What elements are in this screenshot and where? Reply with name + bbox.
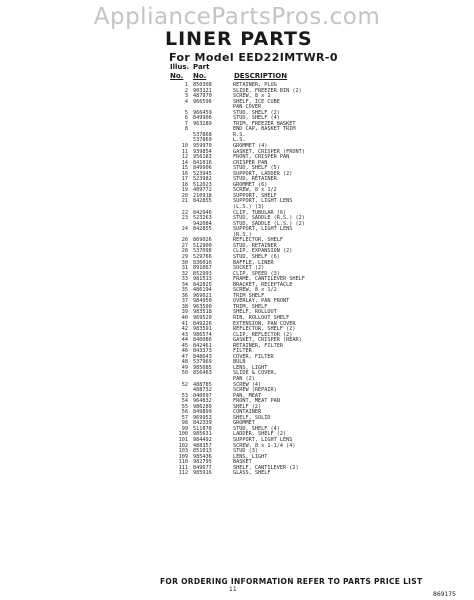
part-number: 982795 (193, 459, 212, 466)
illus-number: 41 (181, 320, 188, 327)
illus-number: 49 (181, 364, 188, 371)
part-description: EXTENSION, PAN COVER (233, 320, 296, 327)
part-number: 983518 (193, 309, 212, 316)
part-description: CRISPER PAN (233, 159, 268, 166)
part-number: 856463 (193, 370, 212, 377)
illus-number: 11 (181, 148, 188, 155)
part-description: (L.S.) (3) (233, 204, 265, 211)
illus-number: 1 (184, 82, 188, 88)
part-number: 969520 (193, 314, 212, 321)
part-description: STUD, RETAINER (233, 242, 277, 249)
page-title: LINER PARTS (165, 28, 313, 50)
part-description: GROMMET (233, 420, 255, 427)
part-description: GLASS, SHELF (233, 470, 271, 477)
part-description: TRIM, SHELF (233, 303, 268, 310)
part-description: RIB, ROLLOUT SHELF (233, 314, 290, 321)
part-description: CLIP, REFLECTOR (2) (233, 331, 293, 338)
part-number: 986289 (193, 403, 212, 410)
part-number: 969953 (193, 414, 212, 421)
part-description: STUD, SHELF (4) (233, 425, 280, 432)
illus-number: 2 (184, 87, 188, 94)
part-description: GROMMET (4) (233, 143, 268, 150)
part-description: STUD, RETAINER (233, 176, 277, 183)
part-description: SHELF, ICE CUBE (233, 98, 280, 105)
illus-number: 6 (184, 115, 188, 122)
illus-number: 4 (184, 98, 188, 105)
part-number: 985916 (193, 470, 212, 477)
part-number: 903121 (193, 87, 212, 94)
illus-number: 40 (181, 314, 188, 321)
part-description: FILTER (233, 348, 252, 355)
illus-number: 102 (178, 442, 188, 449)
part-number: 848643 (193, 353, 212, 360)
illus-number: 28 (181, 248, 188, 255)
part-description: FRONT, MEAT PAN (233, 398, 280, 405)
part-number: 512023 (193, 181, 212, 188)
part-description: FRAME, CANTILEVER SHELF (233, 276, 305, 283)
part-number: 849906 (193, 165, 212, 172)
illus-number: 32 (181, 270, 188, 277)
watermark: AppliancePartsPros.com (93, 4, 381, 30)
illus-number: 53 (181, 392, 188, 399)
illus-number: 17 (181, 176, 188, 183)
column-header-illus: Illus. (170, 63, 190, 71)
part-description: CONTAINER (233, 409, 262, 416)
illus-number: 46 (181, 348, 188, 355)
part-description: CLIP, SPEED (3) (233, 270, 280, 277)
part-description: LENS, LIGHT (233, 453, 268, 460)
illus-number: 16 (181, 170, 188, 177)
column-header-illus-no: No. (170, 72, 184, 80)
part-number: 963590 (193, 303, 212, 310)
part-description: FRONT, CRISPER PAN (233, 154, 290, 161)
illus-number: 38 (181, 303, 188, 310)
part-number: 512900 (193, 242, 212, 249)
illus-number: 7 (184, 120, 188, 127)
part-description: BULB (233, 359, 246, 366)
part-description: PAN COVER (233, 104, 262, 111)
illus-number: 37 (181, 298, 188, 305)
part-description: SLIDE & COVER, (233, 370, 277, 377)
part-number: 488357 (193, 442, 212, 449)
illus-number: 5 (184, 109, 188, 116)
part-description: SHELF (2) (233, 403, 262, 410)
part-number: 849899 (193, 409, 212, 416)
part-description: STUD, SADDLE (L.S.) (2) (233, 220, 305, 227)
part-description: TRIM, FREEZER BASKET (233, 120, 296, 127)
part-description: COVER, FILTER (233, 353, 274, 360)
illus-number: 42 (181, 326, 188, 333)
part-description: SCREW, 8 x 1/2 (233, 187, 277, 194)
part-number: 842855 (193, 226, 212, 233)
illus-number: 101 (178, 437, 188, 443)
part-description: SHELF, CANTILEVER (2) (233, 464, 299, 471)
illus-number: 8 (184, 126, 188, 133)
part-number: 840086 (193, 337, 212, 344)
illus-number: 26 (181, 237, 188, 244)
part-number: 963289 (193, 120, 212, 127)
illus-number: 52 (181, 381, 188, 388)
illus-number: 48 (181, 359, 188, 366)
illus-number: 22 (181, 209, 188, 216)
page-number: 11 (229, 586, 237, 593)
part-number: 537868 (193, 131, 212, 138)
illus-number: 27 (181, 242, 188, 249)
part-description: SCREW, 8 x 1-1/4 (4) (233, 442, 296, 449)
part-number: 488785 (193, 381, 212, 388)
part-description: REFLECTOR, SHELF (2) (233, 326, 296, 333)
part-number: 849906 (193, 115, 212, 122)
part-description: SUPPORT, LIGHT LENS (233, 198, 293, 205)
part-description: LADDER, SHELF (2) (233, 431, 287, 438)
illus-number: 111 (178, 464, 188, 471)
part-description: (R.S.) (233, 231, 252, 238)
part-number: 529766 (193, 253, 212, 260)
illus-number: 99 (181, 425, 188, 432)
illus-number: 47 (181, 353, 188, 360)
part-number: 966459 (193, 109, 212, 116)
illus-number: 110 (178, 459, 188, 466)
part-number: 942084 (193, 220, 212, 227)
part-description: BAFFLE, LINER (233, 259, 274, 266)
part-number: 964832 (193, 398, 212, 405)
part-number: 986574 (193, 331, 212, 338)
part-number: 840097 (193, 392, 212, 399)
part-description: STUD, SHELF (5) (233, 165, 280, 172)
part-description: SCREW, 8 x 1 (233, 93, 271, 100)
part-number: 486194 (193, 287, 212, 294)
part-number: 842339 (193, 420, 212, 427)
parts-list (166, 83, 406, 477)
part-description: BRACKET, RECEPTACLE (233, 281, 293, 288)
part-description: STUD (3) (233, 448, 258, 455)
part-number: 985685 (193, 364, 212, 371)
part-number: 842855 (193, 198, 212, 205)
illus-number: 24 (181, 226, 188, 233)
illus-number: 19 (181, 187, 188, 194)
part-number: 841016 (193, 159, 212, 166)
illus-number: 55 (181, 403, 188, 410)
document-number: 869175 (433, 591, 456, 598)
illus-number: 14 (181, 159, 188, 166)
part-number: 511878 (193, 425, 212, 432)
part-number: 852993 (193, 270, 212, 277)
part-description: SUPPORT, SHELF (233, 192, 277, 199)
column-header-part: Part (193, 63, 210, 71)
ordering-note: FOR ORDERING INFORMATION REFER TO PARTS PRICE LIST (160, 577, 423, 586)
part-description: STUD, SHELF (2) (233, 109, 280, 116)
part-description: SHELF, ROLLOUT (233, 309, 277, 316)
part-description: SCREW, 8 x 1/2 (233, 287, 277, 294)
part-number: 842461 (193, 342, 212, 349)
illus-number: 18 (181, 181, 188, 188)
part-number: 849226 (193, 320, 212, 327)
illus-number: 100 (178, 431, 188, 438)
part-description: GASKET, CRISPER (REAR) (233, 337, 302, 344)
part-description: L.S. (233, 137, 246, 144)
part-description: CLIP, TUBULAR (6) (233, 209, 287, 216)
illus-number: 33 (181, 276, 188, 283)
illus-number: 50 (181, 370, 188, 377)
part-description: GASKET, CRISPER (FRONT) (233, 148, 305, 155)
illus-number: 112 (178, 470, 188, 477)
part-description: SLIDE, FREEZER BIN (2) (233, 87, 302, 94)
part-description: STUD, SHELF (4) (233, 115, 280, 122)
part-number: 849677 (193, 464, 212, 471)
part-description: SHELF, SOLID (233, 414, 271, 421)
illus-number: 20 (181, 192, 188, 199)
part-description: SUPPORT, LIGHT LENS (233, 226, 293, 233)
part-number: 489772 (193, 187, 212, 194)
part-description: SUPPORT, LADDER (2) (233, 170, 293, 177)
part-description: LENS, LIGHT (233, 364, 268, 371)
part-number: 851013 (193, 448, 212, 455)
illus-number: 54 (181, 398, 188, 405)
part-number: 523945 (193, 170, 212, 177)
part-number: 537969 (193, 359, 212, 366)
part-number: 488732 (193, 387, 212, 394)
illus-number: 30 (181, 259, 188, 266)
part-number: 956183 (193, 154, 212, 161)
illus-number: 35 (181, 287, 188, 294)
part-number: 969021 (193, 292, 212, 299)
illus-number: 23 (181, 215, 188, 222)
illus-number: 3 (184, 93, 188, 100)
illus-number: 39 (181, 309, 188, 316)
illus-number: 36 (181, 292, 188, 299)
part-number: 891067 (193, 265, 212, 272)
part-number: 959970 (193, 143, 212, 150)
illus-number: 43 (181, 331, 188, 338)
part-number: 983591 (193, 326, 212, 333)
column-header-part-no: No. (193, 72, 207, 80)
part-number: 842946 (193, 209, 212, 216)
illus-number: 109 (178, 453, 188, 460)
part-description: STUD, SADDLE (R.S.) (2) (233, 215, 305, 222)
illus-number: 21 (181, 198, 188, 205)
part-description: PAN (2) (233, 375, 255, 382)
part-number: 869026 (193, 237, 212, 244)
part-description: SUPPORT, LIGHT LENS (233, 437, 293, 443)
part-number: 836016 (193, 259, 212, 266)
part-description: RETAINER, FILTER (233, 342, 283, 349)
part-description: REFLECTOR, SHELF (233, 237, 283, 244)
part-number: 984950 (193, 298, 212, 305)
model-subtitle: For Model EED22IMTWR-0 (169, 51, 338, 64)
part-number: 843373 (193, 348, 212, 355)
illus-number: 45 (181, 342, 188, 349)
part-number: 842825 (193, 281, 212, 288)
part-number: 537869 (193, 137, 212, 144)
part-description: PAN, MEAT (233, 392, 262, 399)
illus-number: 56 (181, 409, 188, 416)
part-number: 984492 (193, 437, 212, 443)
part-number: 985631 (193, 431, 212, 438)
part-number: 523263 (193, 215, 212, 222)
part-description: SCREW (REPAIR) (233, 387, 277, 394)
illus-number: 98 (181, 420, 188, 427)
part-description: GROMMET (6) (233, 181, 268, 188)
part-description: CLIP, EXPANSION (2) (233, 248, 293, 255)
part-description: SOCKET (2) (233, 265, 265, 272)
part-number: 523982 (193, 176, 212, 183)
part-number: 487970 (193, 93, 212, 100)
part-description: R.S. (233, 131, 246, 138)
part-description: RETAINER, PLUG (233, 82, 277, 88)
illus-number: 29 (181, 253, 188, 260)
column-header-description: DESCRIPTION (234, 72, 288, 80)
part-number: 850308 (193, 82, 212, 88)
part-number: 966596 (193, 98, 212, 105)
part-description: TRIM SHELF (233, 292, 265, 299)
illus-number: 57 (181, 414, 188, 421)
illus-number: 15 (181, 165, 188, 172)
part-description: END CAP, BASKET TRIM (233, 126, 296, 133)
part-number: 537098 (193, 248, 212, 255)
part-number: 981513 (193, 276, 212, 283)
part-number: 939854 (193, 148, 212, 155)
part-description: SCREW (4) (233, 381, 262, 388)
part-description: BASKET (233, 459, 252, 466)
part-description: STUD, SHELF (6) (233, 253, 280, 260)
part-description: OVERLAY, PAN FRONT (233, 298, 290, 305)
illus-number: 10 (181, 143, 188, 150)
illus-number: 31 (181, 265, 188, 272)
illus-number: 12 (181, 154, 188, 161)
list-item (166, 471, 406, 477)
illus-number: 44 (181, 337, 188, 344)
part-number: 985436 (193, 453, 212, 460)
part-number: 210918 (193, 192, 212, 199)
illus-number: 34 (181, 281, 188, 288)
illus-number: 103 (178, 448, 188, 455)
